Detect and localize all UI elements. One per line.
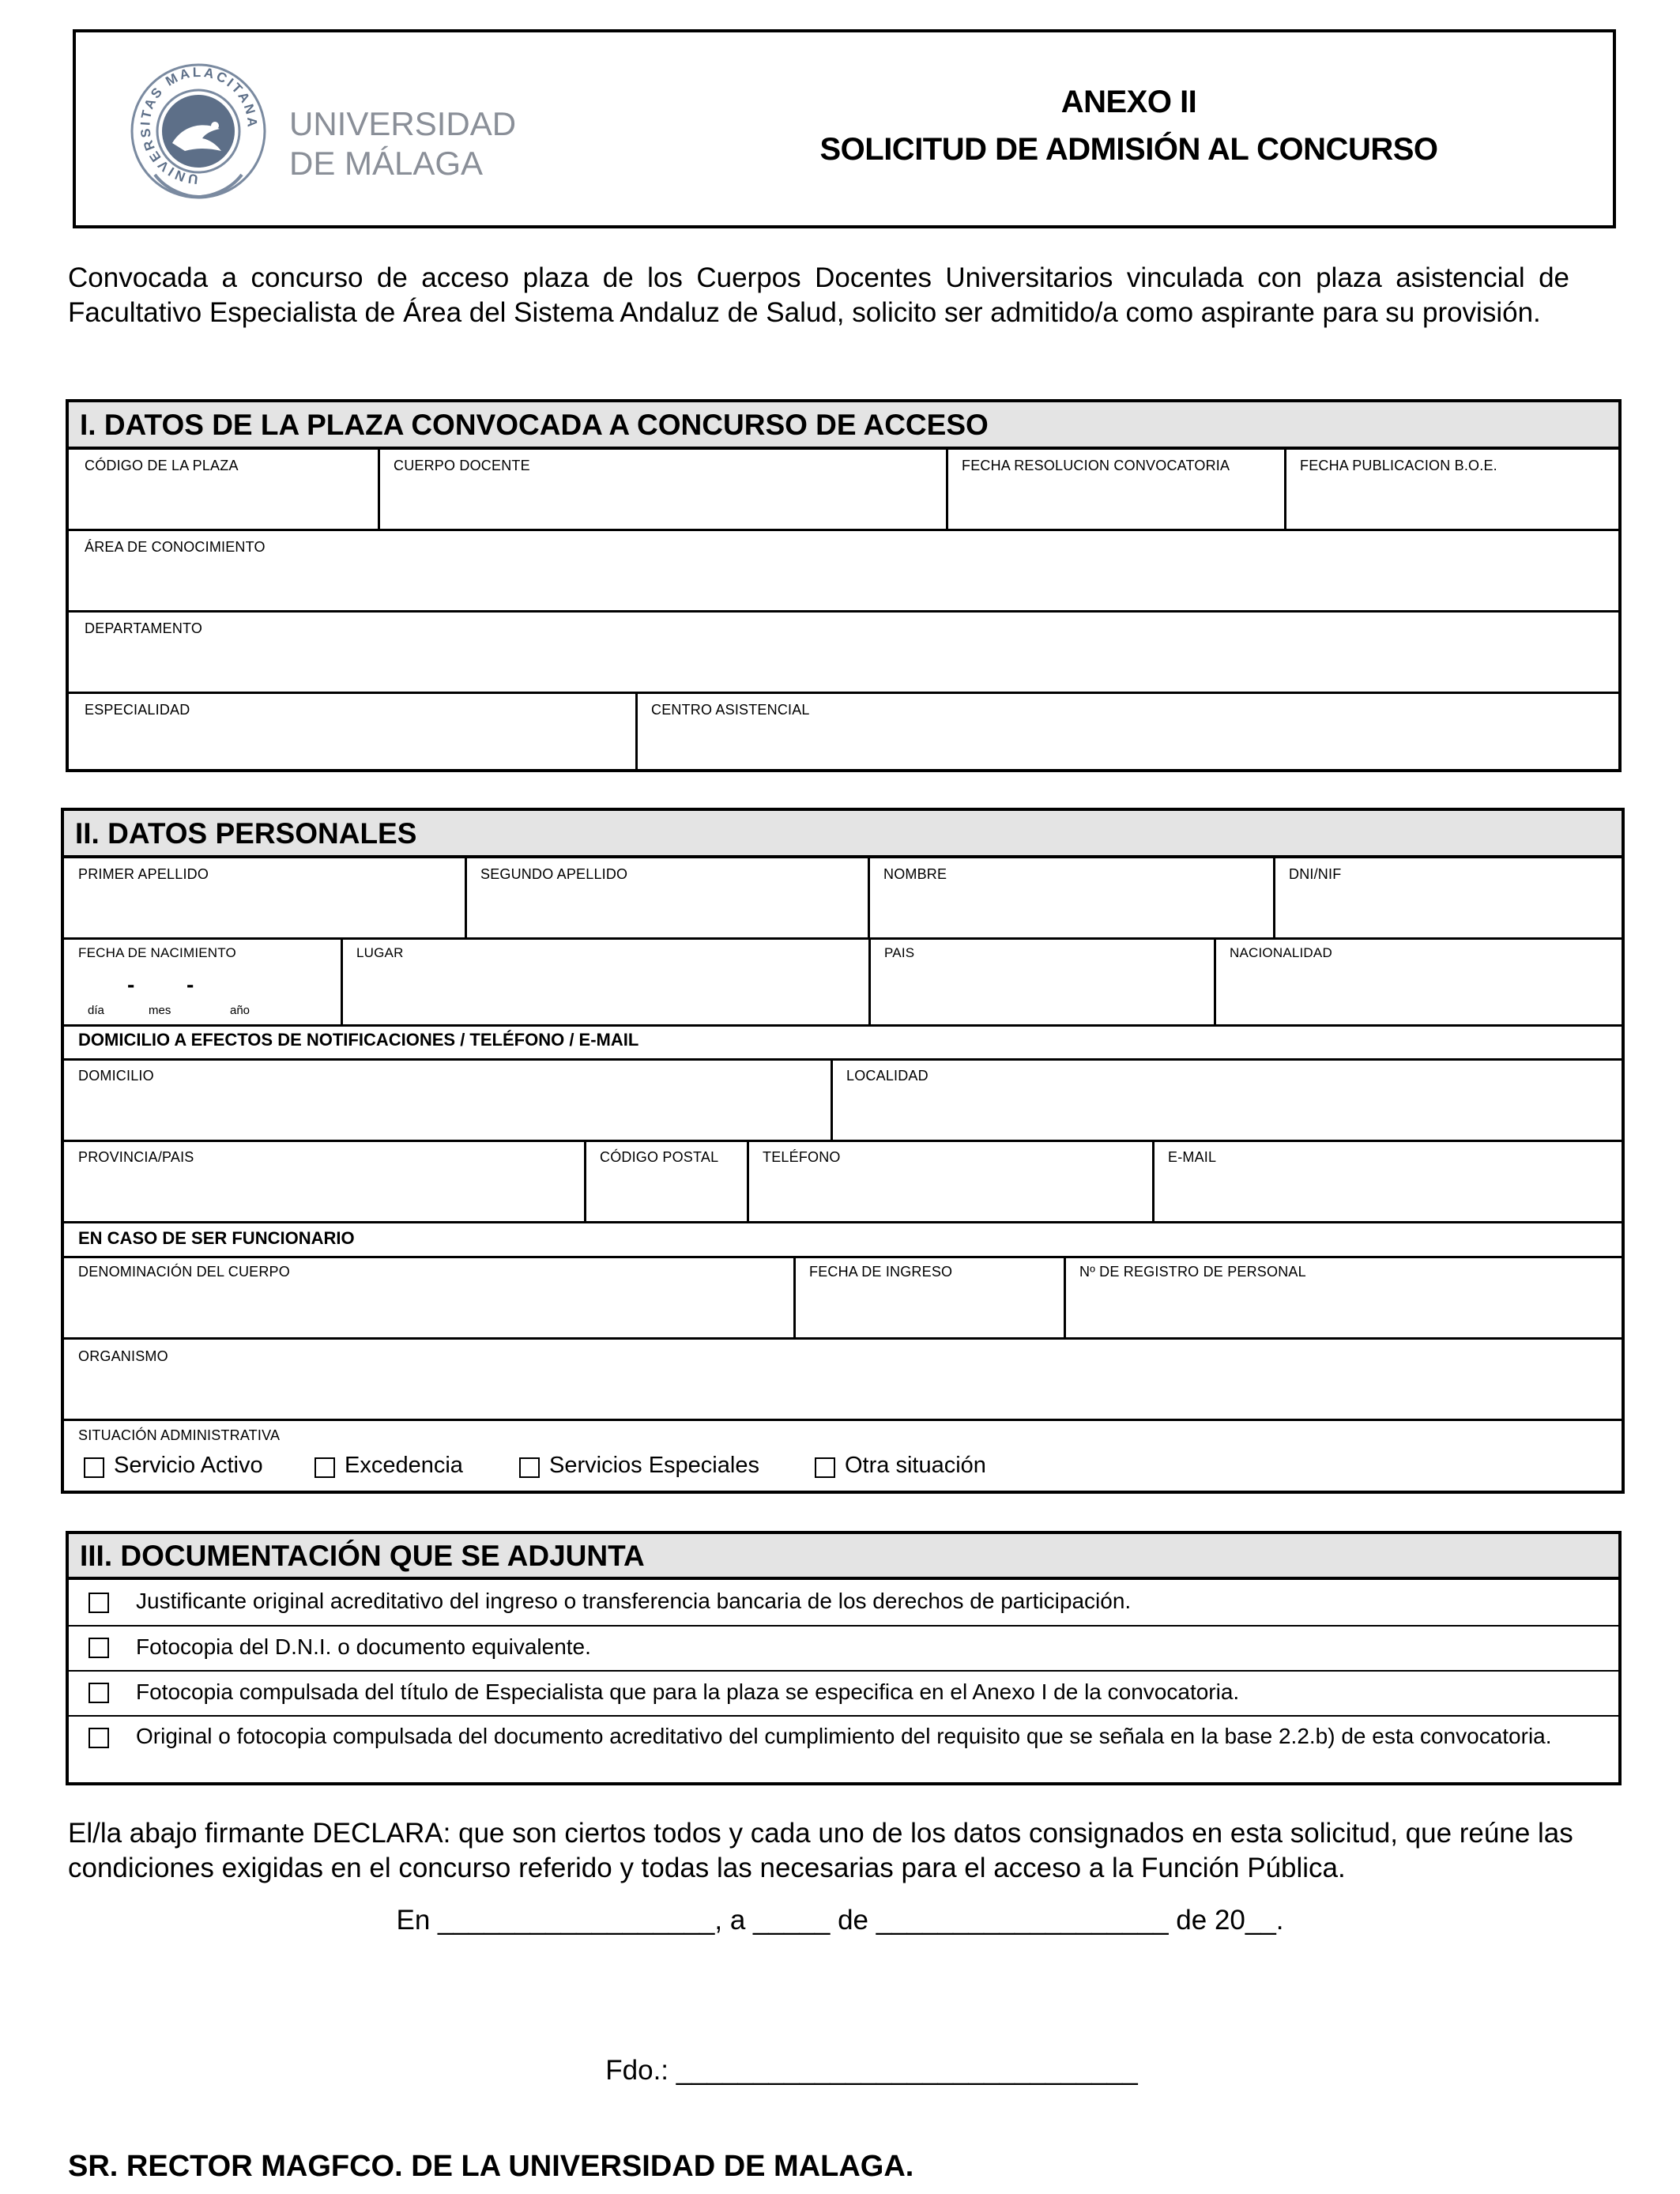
codigo-postal-field[interactable] — [584, 1140, 747, 1221]
section-personal-title: II. DATOS PERSONALES — [64, 811, 1622, 858]
doc-item-text: Original o fotocopia compulsada del documento acreditativo del cumplimiento del requisito que se señala en la base 2.2.b) de esta convocatoria. — [136, 1724, 1552, 1748]
telefono-field[interactable] — [747, 1140, 1152, 1221]
fecha-publicacion-label: FECHA PUBLICACION B.O.E. — [1300, 458, 1497, 473]
provincia-label: PROVINCIA/PAIS — [78, 1149, 194, 1165]
situacion-label: SITUACIÓN ADMINISTRATIVA — [78, 1427, 281, 1443]
fecha-publicacion-field[interactable] — [1284, 450, 1618, 529]
doc-item-checkbox[interactable] — [89, 1638, 109, 1658]
doc-item — [69, 1580, 1618, 1625]
excedencia-label: Excedencia — [345, 1453, 463, 1478]
organismo-label: ORGANISMO — [78, 1348, 168, 1364]
mes-hint: mes — [149, 1004, 171, 1017]
especialidad-field[interactable] — [69, 694, 635, 773]
codigo-plaza-field[interactable] — [69, 450, 378, 529]
fecha-ingreso-field[interactable] — [793, 1256, 1064, 1337]
fecha-ingreso-label: FECHA DE INGRESO — [809, 1264, 953, 1280]
servicio-activo-checkbox[interactable] — [84, 1457, 104, 1478]
otra-situacion-checkbox[interactable] — [815, 1457, 835, 1478]
declaration-paragraph: El/la abajo firmante DECLARA: que son ciertos todos y cada uno de los datos consignados en esta solicitud, que reúne las condiciones exigidas en el concurso referido y todas las necesarias para el acceso a la Función Pública. — [68, 1818, 1573, 1883]
segundo-apellido-field[interactable] — [465, 858, 868, 937]
fecha-resolucion-field[interactable] — [946, 450, 1284, 529]
lugar-field[interactable] — [341, 937, 868, 1024]
provincia-field[interactable] — [64, 1140, 584, 1221]
logo-name-line1: UNIVERSIDAD — [289, 105, 517, 142]
pais-label: PAIS — [884, 945, 915, 960]
departamento-field[interactable] — [69, 613, 1618, 692]
fecha-resolucion-label: FECHA RESOLUCION CONVOCATORIA — [962, 458, 1230, 473]
section-plaza — [66, 399, 1622, 772]
section-documentacion — [66, 1531, 1622, 1785]
excedencia-checkbox[interactable] — [315, 1457, 335, 1478]
logo-ring-text: UNIVERSITAS MALACITANA — [137, 64, 260, 187]
doc-item-checkbox[interactable] — [89, 1593, 109, 1613]
intro-paragraph: Convocada a concurso de acceso plaza de los Cuerpos Docentes Universitarios vinculada con plaza asistencial de Facultativo Especialista de Área del Sistema Andaluz de Salud, solicito ser admitido/a como aspirante para su provisión. — [68, 262, 1569, 328]
cuerpo-docente-field[interactable] — [378, 450, 946, 529]
domicilio-label: DOMICILIO — [78, 1068, 154, 1084]
codigo-postal-label: CÓDIGO POSTAL — [600, 1149, 719, 1165]
organismo-field[interactable] — [64, 1337, 1622, 1419]
registro-personal-label: Nº DE REGISTRO DE PERSONAL — [1079, 1264, 1306, 1280]
area-conocimiento-label: ÁREA DE CONOCIMIENTO — [85, 539, 266, 555]
denominacion-cuerpo-field[interactable] — [64, 1256, 793, 1337]
fecha-nacimiento-field[interactable] — [64, 937, 341, 1024]
dni-label: DNI/NIF — [1289, 866, 1342, 882]
localidad-field[interactable] — [831, 1058, 1622, 1140]
area-conocimiento-field[interactable] — [69, 531, 1618, 610]
servicios-especiales-checkbox[interactable] — [519, 1457, 540, 1478]
denominacion-cuerpo-label: DENOMINACIÓN DEL CUERPO — [78, 1264, 290, 1280]
dni-field[interactable] — [1273, 858, 1622, 937]
funcionario-header: EN CASO DE SER FUNCIONARIO — [78, 1228, 355, 1248]
registro-personal-field[interactable] — [1064, 1256, 1622, 1337]
servicios-especiales-label: Servicios Especiales — [549, 1453, 759, 1478]
email-field[interactable] — [1152, 1140, 1622, 1221]
codigo-plaza-label: CÓDIGO DE LA PLAZA — [85, 458, 239, 473]
date-separator: - — [127, 972, 135, 997]
place-date-line[interactable]: En __________________, a _____ de ___________________ de 20__. — [396, 1905, 1284, 1936]
document-header — [73, 29, 1616, 228]
section-documentacion-title: III. DOCUMENTACIÓN QUE SE ADJUNTA — [69, 1534, 1618, 1580]
otra-situacion-label: Otra situación — [845, 1453, 986, 1478]
servicio-activo-label: Servicio Activo — [114, 1453, 263, 1478]
logo-name-line2: DE MÁLAGA — [289, 145, 484, 182]
date-separator: - — [186, 972, 194, 997]
email-label: E-MAIL — [1168, 1149, 1217, 1165]
primer-apellido-field[interactable] — [64, 858, 465, 937]
nombre-label: NOMBRE — [883, 866, 947, 882]
centro-asistencial-field[interactable] — [635, 694, 1618, 773]
fecha-nacimiento-label: FECHA DE NACIMIENTO — [78, 945, 236, 960]
section-plaza-title: I. DATOS DE LA PLAZA CONVOCADA A CONCURSO DE ACCESO — [69, 402, 1618, 450]
pais-field[interactable] — [868, 937, 1214, 1024]
telefono-label: TELÉFONO — [763, 1149, 841, 1165]
nombre-field[interactable] — [868, 858, 1273, 937]
doc-item-text: Fotocopia del D.N.I. o documento equivalente. — [136, 1634, 591, 1659]
doc-item-checkbox[interactable] — [89, 1683, 109, 1703]
domicilio-field[interactable] — [64, 1058, 831, 1140]
doc-item-checkbox[interactable] — [89, 1728, 109, 1748]
localidad-label: LOCALIDAD — [846, 1068, 929, 1084]
doc-item-text: Fotocopia compulsada del título de Especialista que para la plaza se especifica en el Anexo I de la convocatoria. — [136, 1679, 1240, 1704]
segundo-apellido-label: SEGUNDO APELLIDO — [480, 866, 628, 882]
section-personal — [61, 808, 1625, 1494]
signature-line[interactable]: Fdo.: ______________________________ — [605, 2055, 1138, 2086]
departamento-label: DEPARTAMENTO — [85, 620, 203, 636]
cuerpo-docente-label: CUERPO DOCENTE — [394, 458, 530, 473]
university-logo — [123, 56, 566, 206]
dia-hint: día — [88, 1004, 104, 1017]
addressee: SR. RECTOR MAGFCO. DE LA UNIVERSIDAD DE MALAGA. — [68, 2150, 914, 2183]
lugar-label: LUGAR — [356, 945, 404, 960]
nacionalidad-label: NACIONALIDAD — [1230, 945, 1332, 960]
nacionalidad-field[interactable] — [1214, 937, 1622, 1024]
anio-hint: año — [230, 1004, 250, 1017]
doc-item-text: Justificante original acreditativo del ingreso o transferencia bancaria de los derechos de participación. — [136, 1589, 1132, 1613]
document-title: SOLICITUD DE ADMISIÓN AL CONCURSO — [819, 132, 1438, 167]
doc-item — [69, 1672, 1618, 1715]
doc-item — [69, 1717, 1618, 1785]
domicilio-header: DOMICILIO A EFECTOS DE NOTIFICACIONES / TELÉFONO / E-MAIL — [78, 1030, 639, 1050]
centro-asistencial-label: CENTRO ASISTENCIAL — [651, 702, 810, 718]
especialidad-label: ESPECIALIDAD — [85, 702, 190, 718]
anexo-label: ANEXO II — [1060, 85, 1197, 119]
primer-apellido-label: PRIMER APELLIDO — [78, 866, 209, 882]
doc-item — [69, 1627, 1618, 1670]
